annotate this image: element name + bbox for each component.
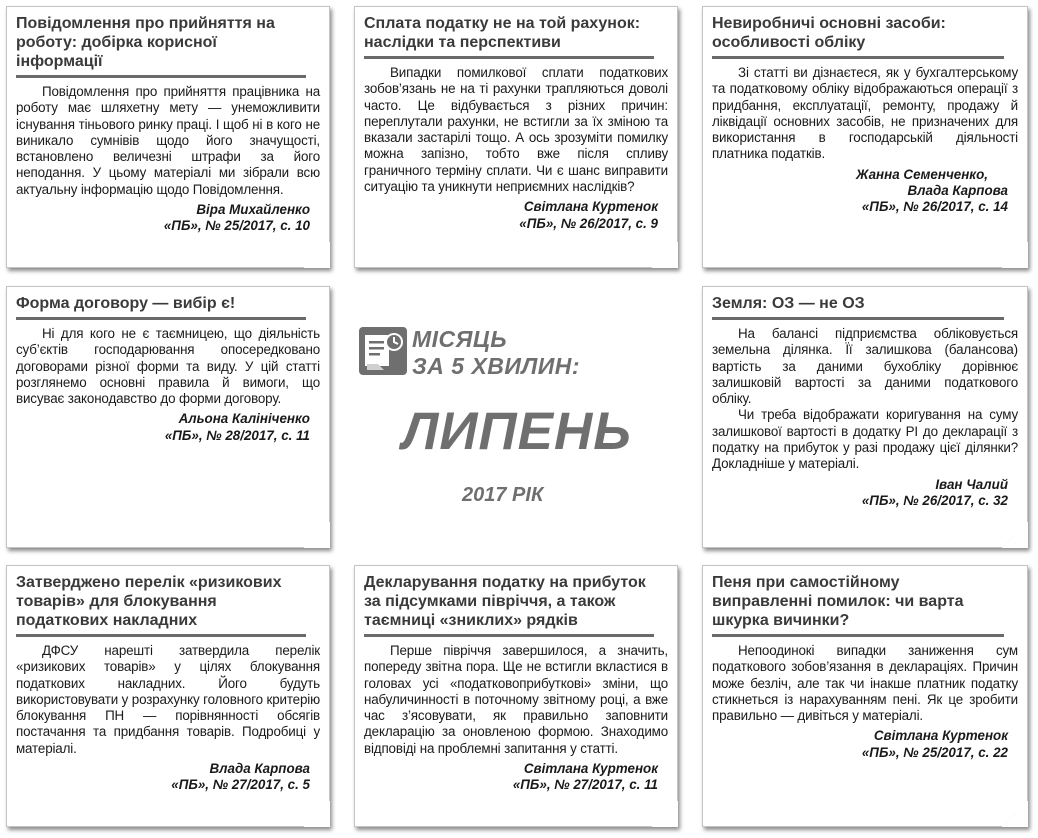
article-author: Альона Калініченко xyxy=(178,411,310,427)
article-author: Світлана Куртенок xyxy=(523,199,658,215)
page-curl xyxy=(1002,522,1028,548)
article-source: «ПБ», № 26/2017, с. 32 xyxy=(861,492,1008,508)
article-summary: ДФСУ нарешті затвердила перелік «ризикових товарів» у цілях блокування податкових накладних. Його будуть використовувати у розрахунку головного критерію блокування ПН — порівнянності обсягів постачання та придбання товарів. Подробиці у матеріалі. xyxy=(16,643,320,756)
page-curl xyxy=(1002,801,1028,827)
article-source: «ПБ», № 27/2017, с. 11 xyxy=(512,777,658,793)
article-author: Світлана Куртенок xyxy=(523,761,658,777)
banner-year: 2017 РІК xyxy=(462,484,544,506)
article-summary: На балансі підприємства обліковується земельна ділянка. Її залишкова (балансова) вартість за даними бухобліку дорівнює залишковій вартості за даними податкового обліку. xyxy=(712,326,1018,407)
article-author: Світлана Куртенок xyxy=(873,728,1008,744)
article-title: Затверджено перелік «ризикових товарів» для блокування податкових накладних xyxy=(16,573,306,637)
document-clock-icon xyxy=(358,326,408,376)
article-author: Іван Чалий xyxy=(935,476,1008,492)
article-source: «ПБ», № 25/2017, с. 22 xyxy=(861,744,1008,760)
article-author-second: Влада Карпова xyxy=(907,183,1008,199)
article-summary: Випадки помилкової сплати податкових зобов’язань не на ті рахунки трапляються доволі часто. Це відбувається з різних причин: переплутали рахунки, не встигли за їх зміною та вказали застарілі тощо. А ось зрозуміти помилку можна запізно, тобто вже після спливу граничного терміну сплати. Чи є шанс виправити ситуацію та уникнути неприємних наслідків? xyxy=(364,65,668,195)
article-summary: Непоодинокі випадки заниження сум податкового зобов’язання в деклараціях. Причин може безліч, але так чи інакше платник податку стикнеться із нарахуванням пені. Як це зробити правильно — дивіться у матеріалі. xyxy=(712,643,1018,724)
article-card-contract-form xyxy=(6,286,330,548)
article-card-penalty xyxy=(702,565,1028,827)
article-source: «ПБ», № 27/2017, с. 5 xyxy=(171,777,310,793)
article-card-risky-goods xyxy=(6,565,330,827)
article-source: «ПБ», № 25/2017, с. 10 xyxy=(163,218,310,234)
banner-line-2: ЗА 5 ХВИЛИН: xyxy=(412,353,581,379)
article-author: Влада Карпова xyxy=(209,761,310,777)
article-source: «ПБ», № 26/2017, с. 14 xyxy=(861,199,1008,215)
article-summary: Ні для кого не є таємницею, що діяльність суб’єктів господарювання опосередковано договорами різної форми та виду. У цій статті розглянемо основні правила й вимоги, що висуває законодавство до форми договору. xyxy=(16,326,320,407)
article-card-nonproduction-assets xyxy=(702,6,1028,268)
article-summary: Зі статті ви дізнаєтеся, як у бухгалтерському та податковому обліку відображаються операції з придбання, експлуатації, ремонту, продажу й ліквідації основних засобів, не призначених для використання в господарській діяльності платника податків. xyxy=(712,65,1018,162)
banner-heading xyxy=(412,326,580,380)
article-card-wrong-account xyxy=(354,6,678,268)
page-curl xyxy=(304,801,330,827)
banner-line-1: МІСЯЦЬ xyxy=(412,326,507,352)
page-curl xyxy=(1002,242,1028,268)
page-curl xyxy=(304,242,330,268)
article-title: Земля: ОЗ — не ОЗ xyxy=(712,294,1004,320)
article-author: Жанна Семенченко, xyxy=(856,166,988,182)
page-curl xyxy=(652,242,678,268)
article-title: Невиробничі основні засоби: особливості обліку xyxy=(712,14,1004,59)
article-title: Сплата податку не на той рахунок: наслідки та перспективи xyxy=(364,14,654,59)
article-summary: Перше півріччя завершилося, а значить, попереду звітна пора. Ще не встигли вкластися в головах усі «податковоприбуткові» зміни, що набуличинності в поточному звітному році, а вже час з’ясовувати, як правильно заповнити декларацію за оновленою формою. Знаходимо відповіді на проблемні запитання у статті. xyxy=(364,643,668,756)
article-source: «ПБ», № 26/2017, с. 9 xyxy=(519,215,658,231)
issue-banner xyxy=(352,290,682,540)
article-card-land xyxy=(702,286,1028,548)
banner-month: ЛИПЕНЬ xyxy=(402,402,632,461)
article-title: Форма договору — вибір є! xyxy=(16,294,306,320)
page-curl xyxy=(304,522,330,548)
article-title: Повідомлення про прийняття на роботу: добірка корисної інформації xyxy=(16,14,306,78)
article-summary: Повідомлення про прийняття працівника на роботу має шляхетну мету — унеможливити існування тіньового ринку праці. І щоб ні в кого не виникало сумнівів щодо його значущості, встановлено величезні штрафи за його неподання. У цьому матеріалі ми зібрали всю актуальну інформацію щодо Повідомлення. xyxy=(16,84,320,197)
article-card-employment-notice xyxy=(6,6,330,268)
article-author: Віра Михайленко xyxy=(196,202,310,218)
article-source: «ПБ», № 28/2017, с. 11 xyxy=(164,427,310,443)
article-summary-second: Чи треба відображати коригування на суму залишкової вартості в додатку РІ до декларації з податку на прибуток у разі продажу цієї ділянки? Докладніше у матеріалі. xyxy=(712,407,1018,472)
article-title: Пеня при самостійному виправленні помилок: чи варта шкурка вичинки? xyxy=(712,573,1004,637)
article-title: Декларування податку на прибуток за підсумками півріччя, а також таємниці «зниклих» рядків xyxy=(364,573,654,637)
page-curl xyxy=(652,801,678,827)
article-card-profit-tax-declaration xyxy=(354,565,678,827)
